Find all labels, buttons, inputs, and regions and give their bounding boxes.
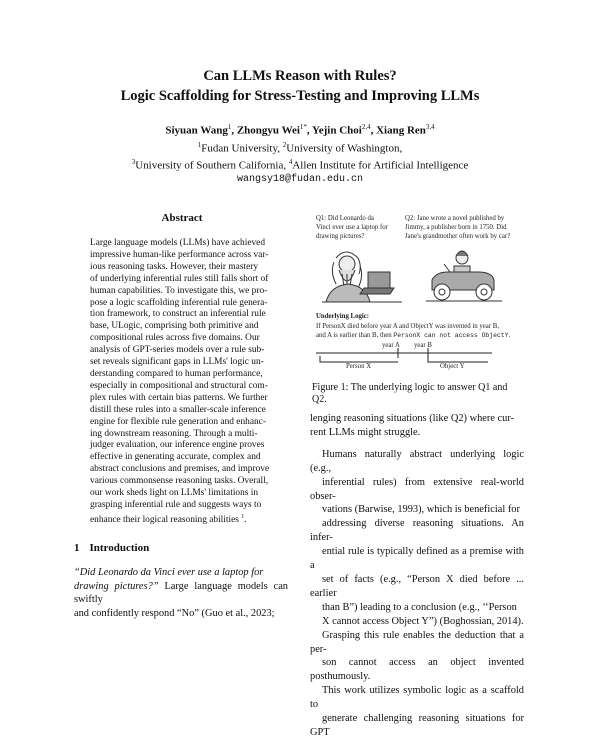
author-1-sup: 1	[227, 123, 232, 131]
year-b-label: year B	[414, 342, 432, 349]
paragraph-line: Grasping this rule enables the deduction that a per-	[310, 629, 524, 655]
abstract-line: of underlying inferential rules still falls short of	[90, 273, 269, 284]
abstract-line: ing downstream reasoning. Through a multi-	[90, 428, 258, 439]
section-heading	[74, 542, 149, 554]
paragraph-line: X cannot access Object Y”) (Boghossian, 2014).	[322, 615, 524, 627]
author-1: Siyuan Wang	[165, 124, 228, 137]
author-2-sup: 1*	[299, 123, 307, 131]
intro-line-3: and confidently respond “No” (Guo et al., 2023;	[74, 607, 275, 619]
car-illustration	[422, 244, 504, 304]
object-y-label: Object Y	[440, 363, 465, 370]
abstract-line: our work sheds light on LLMs' limitations in	[90, 488, 259, 499]
paragraph-line: than B”) leading to a conclusion (e.g., ‘‘Person	[322, 601, 517, 613]
abstract-line: Large language models (LLMs) have achieved	[90, 238, 266, 248]
author-3: Yejin Choi	[312, 124, 362, 137]
abstract-line: abstract conclusions and premises, and improve	[90, 464, 270, 475]
intro-paragraph	[74, 566, 288, 620]
author-4: Xiang Ren	[376, 124, 426, 137]
abstract-line: enhance their logical reasoning abilities $^1$.	[90, 513, 247, 525]
abstract-line: ious reasoning tasks. However, their mastery	[90, 261, 259, 272]
figure-q2: Q2: Jane wrote a novel published by Jimmy, a publisher born in 1750. Did Jane's grandmother often work by car?	[405, 215, 511, 240]
paragraph-line: generate challenging reasoning situations for GPT	[310, 713, 524, 738]
affiliation-fudan: Fudan University,	[201, 142, 283, 155]
affiliation-line-2: $^3$University of Southern California, $^4$Allen Institute for Artificial Intelligence	[131, 158, 469, 172]
intro-line-2: drawing pictures?” Large language models can swiftly	[74, 580, 288, 606]
intro-line-1: “Did Leonardo da Vinci ever use a laptop for	[74, 567, 264, 578]
affiliation-uw: University of Washington,	[286, 142, 403, 155]
abstract-line: plex rules with certain bias patterns. We further	[90, 392, 268, 403]
abstract-line: set reveals significant gaps in LLMs' logic un-	[90, 357, 264, 368]
paragraph-line: inferential rules) from extensive real-world obser-	[310, 476, 524, 502]
paragraph-line: This work utilizes symbolic logic as a scaffold to	[310, 685, 524, 711]
person-x-label: Person X	[346, 363, 372, 370]
leonardo-laptop-illustration	[322, 244, 404, 304]
abstract-line: base, ULogic, comprising both primitive and	[90, 321, 259, 332]
author-4-sup: 3,4	[425, 123, 435, 131]
abstract-line: tion framework, to construct an inferential rule	[90, 309, 266, 320]
paragraph-line: son cannot access an object invented posthumously.	[310, 657, 524, 683]
paragraph-line: addressing diverse reasoning situations. An infer-	[310, 518, 524, 544]
section-number: 1	[74, 542, 80, 554]
title-line-2: Logic Scaffolding for Stress-Testing and Improving LLMs	[120, 88, 480, 104]
abstract-line: distill these rules into a smaller-scale inference	[90, 404, 266, 415]
abstract-line: various commonsense reasoning tasks. Overall,	[90, 476, 269, 487]
paragraph-line: Humans naturally abstract underlying logic (e.g.,	[310, 448, 524, 474]
figure-caption: Figure 1: The underlying logic to answer Q1 and Q2.	[312, 382, 508, 405]
abstract-line: compositional rules across five domains. Our	[90, 333, 260, 344]
abstract-line: analysis of GPT-series models over a rule sub-	[90, 345, 265, 356]
paragraph-line: ential rule is typically defined as a premise with a	[310, 546, 524, 572]
section-title: Introduction	[89, 542, 150, 554]
logic-line-1: If PersonX died before year A and ObjectY was invented in year B,	[316, 322, 500, 330]
abstract-body	[90, 238, 276, 527]
author-3-sup: 2,4	[361, 123, 371, 131]
logic-line-2: and A is earlier than B, then PersonX can not access ObjectY.	[316, 332, 511, 340]
abstract-footnote-mark: 1	[241, 513, 245, 520]
title-line-1: Can LLMs Reason with Rules?	[203, 68, 397, 84]
paper-title	[0, 66, 600, 106]
abstract-line: especially in compositional and structural com-	[90, 380, 268, 391]
right-column-text	[310, 412, 524, 740]
figure-q1: Q1: Did Leonardo da Vinci ever use a laptop for drawing pictures?	[316, 215, 388, 240]
right-line-1: lenging reasoning situations (like Q2) where cur-	[310, 413, 515, 424]
abstract-line: grasping inferential rule and suggests ways to	[90, 499, 262, 510]
paragraph-line: vations (Barwise, 1993), which is beneficial for	[322, 504, 520, 516]
affiliation-line-1: $^1$Fudan University, $^2$University of Washington,	[197, 140, 403, 155]
author-names: Siyuan Wang$^1$, Zhongyu Wei$^{1*}$, Yejin Choi$^{2,4}$, Xiang Ren$^{3,4}$	[165, 123, 435, 137]
affiliation-usc: University of Southern California,	[135, 159, 289, 172]
year-a-label: year A	[382, 342, 400, 349]
abstract-line: judger evaluation, our inference engine proves	[90, 440, 265, 451]
paragraph-line: set of facts (e.g., “Person X died before ... earlier	[310, 573, 524, 599]
right-paragraph-2	[310, 448, 524, 740]
abstract-line: impressive human-like performance across var-	[90, 249, 269, 260]
abstract-line: human capabilities. To investigate this, we pro-	[90, 285, 268, 296]
underlying-logic-label: Underlying Logic:	[316, 313, 370, 320]
right-line-2: rent LLMs might struggle.	[310, 426, 421, 438]
abstract-line: derstanding compared to human performance,	[90, 368, 263, 379]
author-2: Zhongyu Wei	[236, 124, 300, 137]
underlying-logic	[316, 312, 526, 341]
affiliation-ai2: Allen Institute for Artificial Intelligence	[292, 159, 469, 172]
abstract-line: effective in generating accurate, complex and	[90, 452, 261, 463]
abstract-line: engine for flexible rule generation and enhanc-	[90, 416, 266, 427]
author-email: wangsy18@fudan.edu.cn	[236, 173, 364, 185]
abstract-line: pose a logic scaffolding inferential rule genera-	[90, 297, 268, 308]
author-block	[0, 120, 600, 187]
abstract-heading: Abstract	[161, 212, 203, 224]
